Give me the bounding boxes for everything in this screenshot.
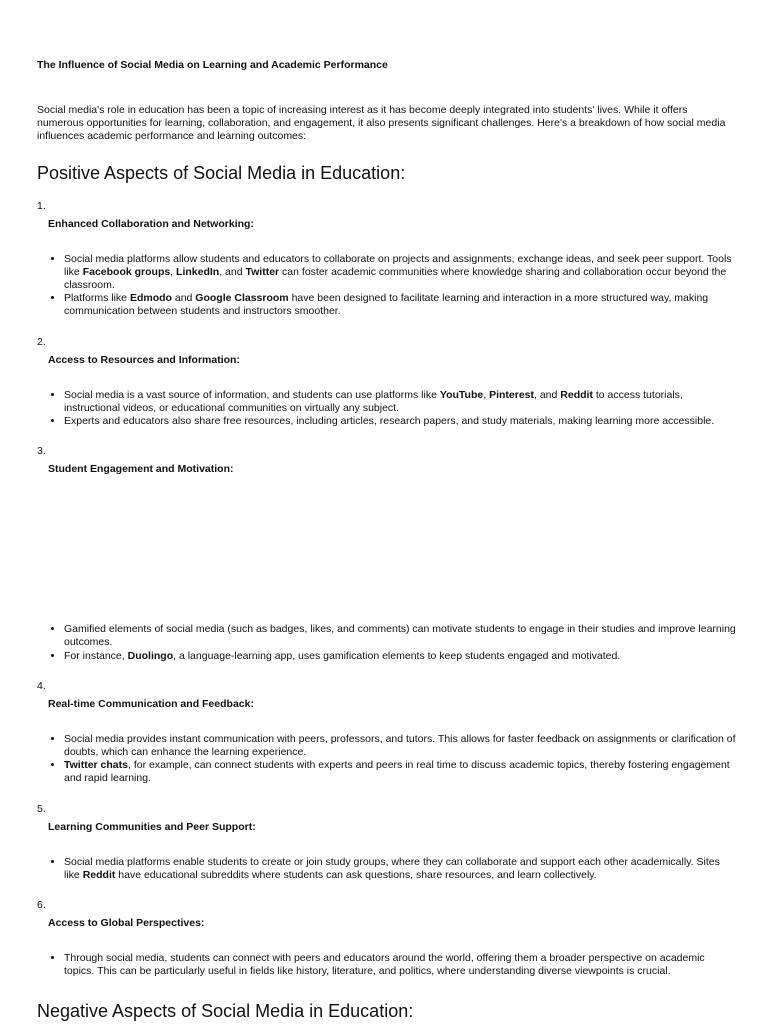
section-5 [37, 803, 737, 882]
text: can foster academic communities where knowledge sharing and collaboration occur beyond the classroom. [64, 265, 727, 292]
emphasis: Twitter [245, 265, 280, 278]
section-number: 6. [37, 899, 46, 912]
text: have educational subreddits where students can ask questions, share resources, and learn collectively. [115, 868, 597, 881]
emphasis: Duolingo [127, 649, 174, 662]
list-item [64, 856, 737, 882]
blank-area [37, 476, 737, 601]
text: Social media is a vast source of information, and students can use platforms like [64, 388, 440, 401]
section-2 [37, 336, 737, 429]
list-item [64, 415, 737, 428]
text: , [170, 265, 177, 278]
text: , [483, 388, 490, 401]
emphasis: Reddit [560, 388, 593, 401]
emphasis: Edmodo [129, 292, 172, 305]
emphasis: Pinterest [489, 388, 534, 401]
text: , a language-learning app, uses gamification elements to keep students engaged and motivated. [173, 649, 621, 662]
emphasis: Google Classroom [195, 292, 289, 305]
bullet-list [37, 253, 737, 319]
text: , and [219, 265, 246, 278]
document [37, 58, 737, 1022]
bullet-list [37, 389, 737, 429]
list-item [64, 292, 737, 318]
text: Social media platforms enable students to create or join study groups, where they can collaborate and support each other academically. Sites like [64, 855, 720, 881]
list-item [64, 389, 737, 415]
bullet-list [37, 733, 737, 786]
emphasis: LinkedIn [176, 265, 220, 278]
text: , and [534, 388, 561, 401]
list-item [64, 650, 737, 663]
text: Through social media, students can connect with peers and educators around the world, offering them a broader perspective on academic topics. This can be particularly useful in fields like history, literature, and politics, where understanding diverse viewpoints is crucial. [64, 952, 705, 978]
text: to access tutorials, instructional videos, or educational communities on virtually any subject. [64, 388, 683, 414]
text: Experts and educators also share free resources, including articles, research papers, and study materials, making learning more accessible. [64, 415, 715, 428]
list-item [64, 253, 737, 293]
positive-aspects-heading: Positive Aspects of Social Media in Education: [37, 162, 406, 183]
text: For instance, [64, 649, 128, 662]
section-number: 1. [37, 199, 46, 212]
section-title: Real-time Communication and Feedback: [48, 697, 254, 710]
text: Gamified elements of social media (such as badges, likes, and comments) can motivate students to engage in their studies and improve learning outcomes. [64, 623, 736, 649]
section-4 [37, 680, 737, 786]
section-1 [37, 200, 737, 319]
text: Social media provides instant communication with peers, professors, and tutors. This allows for faster feedback on assignments or clarification of doubts, which can enhance the learning experience. [64, 732, 736, 759]
section-title: Enhanced Collaboration and Networking: [48, 217, 254, 230]
bullet-list [37, 952, 737, 978]
section-6 [37, 899, 737, 978]
section-title: Access to Resources and Information: [48, 353, 240, 366]
bullet-list [37, 623, 737, 663]
list-item [64, 952, 737, 978]
emphasis: Reddit [82, 868, 116, 881]
section-title: Learning Communities and Peer Support: [48, 820, 256, 833]
text: and [171, 292, 196, 305]
bullet-list [37, 856, 737, 882]
section-3 [37, 445, 737, 663]
section-number: 2. [37, 335, 46, 348]
text: Social media platforms allow students and educators to collaborate on projects and assignments, exchange ideas, and seek peer support. Tools like [64, 252, 732, 278]
emphasis: Twitter chats [64, 759, 128, 772]
section-title: Access to Global Perspectives: [48, 917, 205, 930]
text: Platforms like [64, 292, 130, 305]
section-number: 3. [37, 445, 46, 458]
text: have been designed to facilitate learning and interaction in a more structured way, making communication between students and instructors smoother. [64, 292, 709, 318]
negative-aspects-heading: Negative Aspects of Social Media in Education: [37, 1001, 414, 1022]
list-item [64, 623, 737, 649]
emphasis: Facebook groups [82, 265, 171, 278]
text: , for example, can connect students with experts and peers in real time to discuss academic topics, thereby fostering engagement and rapid learning. [64, 759, 730, 785]
section-number: 5. [37, 802, 46, 815]
list-item [64, 733, 737, 759]
emphasis: YouTube [439, 388, 484, 401]
list-item [64, 759, 737, 785]
document-title: The Influence of Social Media on Learning and Academic Performance [37, 59, 388, 71]
section-title: Student Engagement and Motivation: [48, 463, 234, 476]
section-number: 4. [37, 679, 46, 692]
intro-paragraph: Social media's role in education has been a topic of increasing interest as it has become deeply integrated into students' lives. While it offers numerous opportunities for learning, collaboration, and engagement, it also presents significant challenges. Here's a breakdown of how social media influences academic performance and learning outcomes: [37, 104, 726, 143]
